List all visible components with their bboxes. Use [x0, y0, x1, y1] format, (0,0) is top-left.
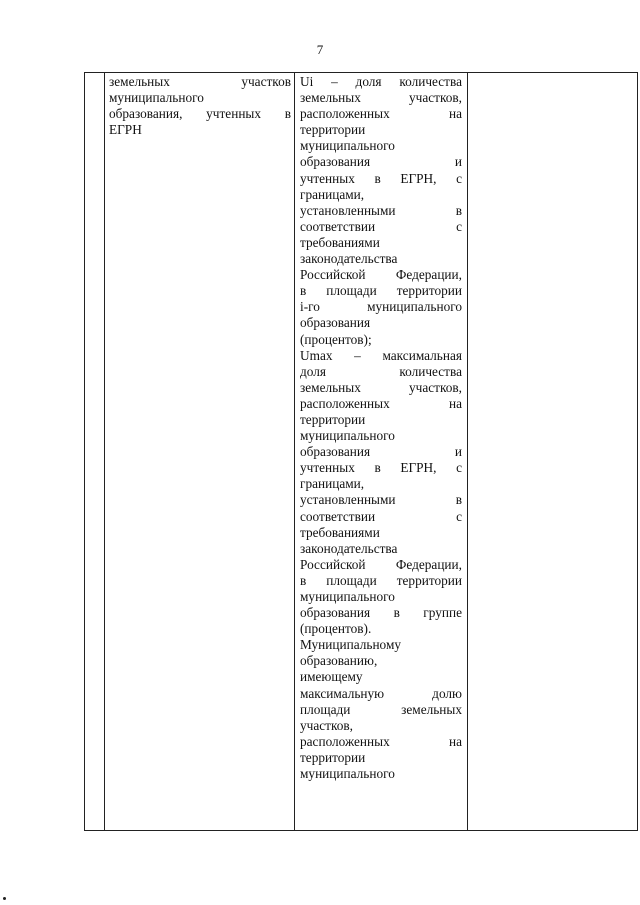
- cell-text-line: территории: [300, 411, 366, 427]
- cell-text-line: Муниципальному: [300, 637, 402, 653]
- cell-text-line: установленными в: [300, 492, 462, 508]
- cell-text-line: ЕГРН: [109, 122, 142, 138]
- cell-text-line: расположенных на: [300, 733, 462, 749]
- cell-text-line: муниципального: [300, 589, 395, 604]
- cell-text-line: имеющему: [300, 669, 363, 685]
- table-column-divider: [467, 73, 468, 830]
- cell-text-line: установленными в: [300, 202, 462, 218]
- cell-text-line: муниципального: [300, 138, 395, 154]
- criteria-table: [84, 72, 638, 831]
- page-number: 7: [316, 42, 324, 57]
- cell-text-line: соответствии с: [300, 508, 462, 524]
- cell-text-line: требованиями: [300, 234, 380, 250]
- indicator-name-cell: [109, 74, 291, 138]
- cell-text-line: границами,: [300, 186, 365, 202]
- cell-text-line: расположенных на: [300, 106, 462, 122]
- cell-text-line: участков,: [300, 717, 353, 733]
- table-column-divider: [104, 73, 105, 830]
- cell-text-line: образования в группе: [300, 605, 462, 621]
- cell-text-line: земельных участков: [109, 74, 291, 89]
- cell-text-line: земельных участков,: [300, 379, 462, 395]
- cell-text-line: Umax – максимальная: [300, 347, 462, 363]
- cell-text-line: образования: [300, 315, 371, 331]
- cell-text-line: i-го муниципального: [300, 299, 462, 315]
- cell-text-line: муниципального: [300, 766, 395, 782]
- cell-text-line: территории: [300, 749, 366, 765]
- cell-text-line: (процентов).: [300, 621, 372, 637]
- table-column-divider: [294, 73, 295, 830]
- cell-text-line: требованиями: [300, 524, 380, 540]
- cell-text-line: в площади территории: [300, 283, 462, 299]
- cell-text-line: площади земельных: [300, 701, 462, 717]
- formula-description-cell: [300, 74, 462, 782]
- cell-text-line: учтенных в ЕГРН, с: [300, 460, 462, 476]
- cell-text-line: образованию,: [300, 653, 378, 669]
- cell-text-line: границами,: [300, 476, 365, 492]
- cell-text-line: Ui – доля количества: [300, 74, 462, 89]
- cell-text-line: (процентов);: [300, 331, 372, 347]
- cell-text-line: Российской Федерации,: [300, 267, 462, 283]
- cell-text-line: образования, учтенных в: [109, 106, 291, 122]
- cell-text-line: образования и: [300, 444, 462, 460]
- cell-text-line: Российской Федерации,: [300, 556, 462, 572]
- cell-text-line: муниципального: [300, 428, 395, 444]
- cell-text-line: земельных участков,: [300, 90, 462, 106]
- cell-text-line: соответствии с: [300, 218, 462, 234]
- scan-artifact-dot: [3, 897, 6, 900]
- cell-text-line: доля количества: [300, 363, 462, 379]
- cell-text-line: законодательства: [300, 251, 398, 267]
- cell-text-line: территории: [300, 122, 366, 138]
- cell-text-line: законодательства: [300, 540, 398, 556]
- cell-text-line: образования и: [300, 154, 462, 170]
- cell-text-line: муниципального: [109, 90, 204, 106]
- cell-text-line: учтенных в ЕГРН, с: [300, 170, 462, 186]
- cell-text-line: расположенных на: [300, 395, 462, 411]
- cell-text-line: максимальную долю: [300, 685, 462, 701]
- cell-text-line: в площади территории: [300, 572, 462, 588]
